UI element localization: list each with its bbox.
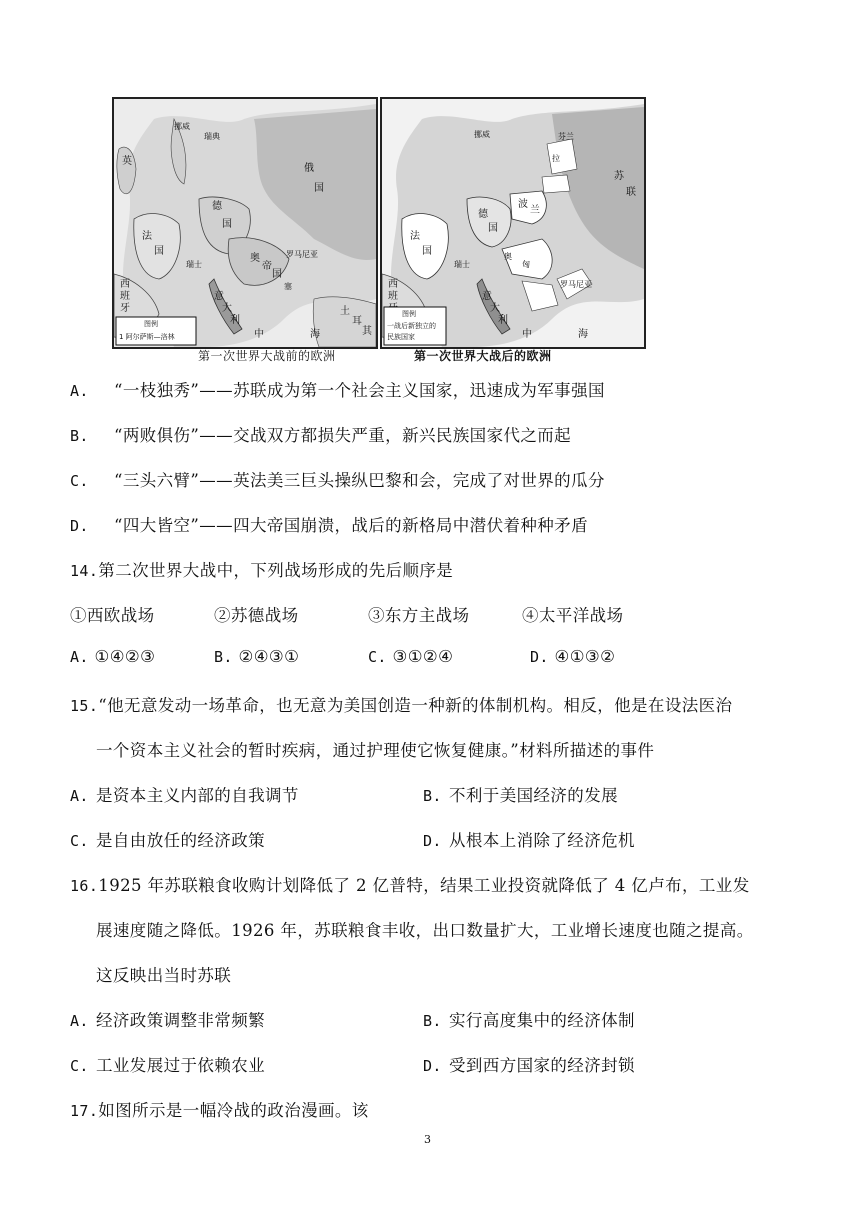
q14-item: ③东方主战场 — [368, 606, 470, 625]
map-label: 法 — [410, 231, 420, 242]
map-label: 海 — [578, 329, 588, 340]
q16-options-row1 — [70, 1007, 790, 1031]
option-text: “一枝独秀”——苏联成为第一个社会主义国家，迅速成为军事强国 — [114, 381, 605, 400]
q16-option-b: B. 实行高度集中的经济体制 — [423, 1011, 635, 1030]
map-label: 塞 — [284, 282, 292, 291]
q14-item: ④太平洋战场 — [522, 606, 624, 625]
map-caption-after: 第一次世界大战后的欧洲 — [414, 349, 552, 363]
q14-option-c: C. ③①②④ — [368, 647, 454, 666]
q15-stem-line1 — [70, 692, 732, 716]
map-label: 罗马尼亚 — [560, 280, 592, 289]
q14-option-a: A. ①④②③ — [70, 647, 156, 666]
page-number: 3 — [424, 1133, 431, 1146]
map-label: 拉 — [552, 154, 560, 163]
q16-option-d: D. 受到西方国家的经济封锁 — [423, 1056, 635, 1075]
q15-option-d: D. 从根本上消除了经济危机 — [423, 831, 635, 850]
q16-options-row2 — [70, 1052, 790, 1076]
option-text: “四大皆空”——四大帝国崩溃，战后的新格局中潜伏着种种矛盾 — [114, 516, 588, 535]
map-label: 奥 — [250, 253, 260, 264]
question-text: 如图所示是一幅冷战的政治漫画。该 — [98, 1101, 369, 1120]
map-label: 土 — [340, 306, 350, 317]
question-number: 15. — [70, 697, 99, 715]
question-number: 16. — [70, 877, 99, 895]
map-label: 国 — [222, 219, 232, 230]
option-letter: D. — [70, 517, 89, 535]
question-text: 第二次世界大战中，下列战场形成的先后顺序是 — [98, 561, 454, 580]
map-label: 瑞士 — [454, 260, 470, 269]
option-letter: C. — [70, 472, 89, 490]
map-label: 瑞士 — [186, 260, 202, 269]
question-number: 14. — [70, 562, 99, 580]
map-legend-title: 图例 — [144, 320, 158, 328]
map-legend-item: 1 阿尔萨斯—洛林 — [119, 333, 175, 341]
map-label: 国 — [314, 183, 324, 194]
map-label: 意 — [482, 291, 492, 302]
map-legend-item: 民族国家 — [387, 333, 415, 341]
map-label: 联 — [626, 187, 636, 198]
q15-options-row1 — [70, 782, 790, 806]
map-label: 大 — [490, 303, 500, 314]
q13-option-d — [70, 512, 588, 536]
q14-item: ①西欧战场 — [70, 606, 155, 625]
map-label: 英 — [122, 156, 132, 167]
map-label: 挪威 — [474, 130, 490, 139]
question-text: 1925 年苏联粮食收购计划降低了 2 亿普特，结果工业投资就降低了 4 亿卢布，工业发 — [98, 876, 750, 895]
q14-option-d: D. ④①③② — [530, 647, 616, 666]
map-label: 其 — [362, 326, 372, 337]
map-label: 海 — [310, 329, 320, 340]
q14-option-b: B. ②④③① — [214, 647, 300, 666]
map-label: 大 — [222, 303, 232, 314]
q15-options-row2 — [70, 827, 790, 851]
map-label: 国 — [154, 246, 164, 257]
map-label: 罗马尼亚 — [286, 250, 318, 259]
map-label: 国 — [272, 269, 282, 280]
map-label: 班 — [120, 291, 130, 302]
question-number: 17. — [70, 1102, 99, 1120]
map-label: 利 — [498, 315, 508, 326]
q16-stem-line2: 展速度随之降低。1926 年，苏联粮食丰收，出口数量扩大，工业增长速度也随之提高。 — [96, 921, 754, 940]
map-label: 德 — [212, 201, 222, 212]
europe-maps-figure — [112, 97, 644, 365]
q14-item: ②苏德战场 — [214, 606, 299, 625]
map-legend-title: 图例 — [402, 310, 416, 318]
map-label: 奥 — [504, 252, 512, 261]
map-label: 兰 — [530, 205, 540, 216]
map-label: 西 — [120, 279, 130, 290]
map-label: 波 — [518, 199, 528, 210]
map-label: 挪威 — [174, 122, 190, 131]
option-letter: A. — [70, 382, 89, 400]
q13-option-c — [70, 467, 605, 491]
map-label: 国 — [422, 246, 432, 257]
question-text: “他无意发动一场革命，也无意为美国创造一种新的体制机构。相反，他是在设法医治 — [98, 696, 733, 715]
map-label: 德 — [478, 209, 488, 220]
q13-option-b — [70, 422, 571, 446]
map-label: 利 — [230, 315, 240, 326]
q15-option-a: A. 是资本主义内部的自我调节 — [70, 786, 299, 805]
map-label: 中 — [522, 329, 532, 340]
map-label: 耳 — [352, 316, 362, 327]
q16-option-c: C. 工业发展过于依赖农业 — [70, 1056, 265, 1075]
q15-option-b: B. 不利于美国经济的发展 — [423, 786, 618, 805]
map-europe-before-ww1 — [112, 97, 378, 349]
option-letter: B. — [70, 427, 89, 445]
q17-stem — [70, 1097, 369, 1121]
map-caption-before: 第一次世界大战前的欧洲 — [198, 349, 336, 363]
map-label: 牙 — [120, 303, 130, 314]
map-label: 西 — [388, 279, 398, 290]
q14-stem — [70, 557, 453, 581]
map-before-svg — [114, 99, 376, 347]
map-label: 苏 — [614, 171, 624, 182]
map-label: 俄 — [304, 163, 314, 174]
q16-stem-line3: 这反映出当时苏联 — [96, 966, 232, 985]
option-text: “三头六臂”——英法美三巨头操纵巴黎和会，完成了对世界的瓜分 — [114, 471, 605, 490]
map-after-svg — [382, 99, 644, 347]
map-label: 帝 — [262, 261, 272, 272]
q16-stem-line1 — [70, 872, 750, 896]
option-text: “两败俱伤”——交战双方都损失严重，新兴民族国家代之而起 — [114, 426, 572, 445]
map-label: 匈 — [522, 260, 530, 269]
q15-option-c: C. 是自由放任的经济政策 — [70, 831, 265, 850]
map-label: 瑞典 — [204, 132, 220, 141]
map-label: 法 — [142, 231, 152, 242]
q13-option-a — [70, 377, 605, 401]
q16-option-a: A. 经济政策调整非常频繁 — [70, 1011, 265, 1030]
map-label: 意 — [214, 291, 224, 302]
map-legend-item: 一战后新独立的 — [387, 322, 436, 330]
map-label: 中 — [254, 329, 264, 340]
map-label: 国 — [488, 223, 498, 234]
map-europe-after-ww1 — [380, 97, 646, 349]
map-label: 班 — [388, 291, 398, 302]
map-label: 芬兰 — [558, 132, 574, 141]
q15-stem-line2: 一个资本主义社会的暂时疾病，通过护理使它恢复健康。”材料所描述的事件 — [96, 741, 655, 760]
